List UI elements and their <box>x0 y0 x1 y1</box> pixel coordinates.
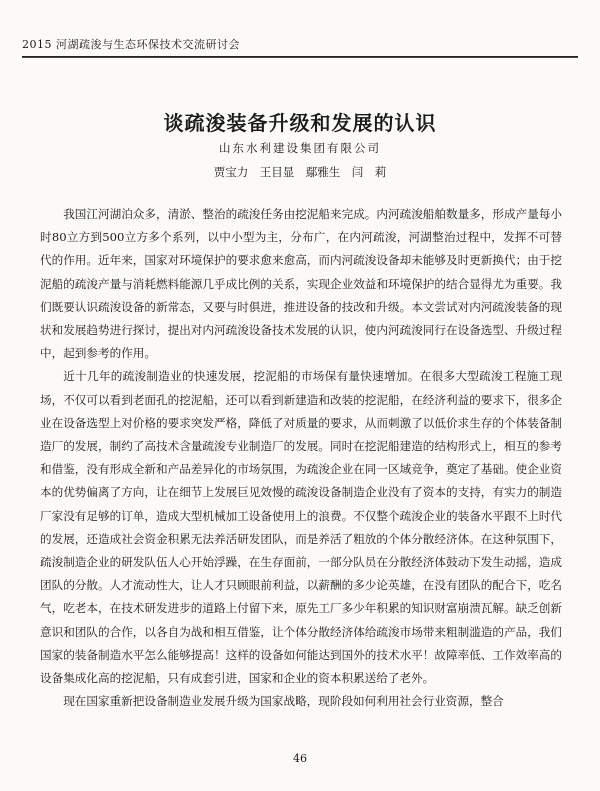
header-divider <box>22 57 578 58</box>
body-paragraph: 近十几年的疏浚制造业的快速发展，挖泥船的市场保有量快速增加。在很多大型疏浚工程施工现场，不仅可以看到老面孔的挖泥船，还可以看到新建造和改装的挖泥船，在经济利益的要求下，很多企业在设备选型上对价格的要求突发严格，降低了对质量的要求，从而刺激了以低价求生存的个体装备制造厂的发展，制约了高技术含量疏浚专业制造厂的发展。同时在挖泥船建造的结构形式上，相互的参考和借鉴，没有形成全新和产品差异化的市场氛围，为疏浚企业在同一区域竞争，奠定了基础。使企业资本的优势偏离了方向，让在细节上发展巨见效慢的疏浚设备制造企业没有了资本的支持，有实力的制造厂家没有足够的订单，造成大型机械加工设备使用上的浪费。不仅整个疏浚企业的装备水平跟不上时代的发展，还造成社会资金积累无法养活研发团队，而是养活了粗放的个体分散经济体。在这种氛围下，疏浚制造企业的研发队伍人心开始浮躁，在生存面前，一部分队员在分散经济体鼓动下发生动摇，造成团队的分散。人才流动性大，让人才只顾眼前利益，以薪酬的多少论英雄，在没有团队的配合下，吃名气，吃老本，在技术研发进步的道路上付留下来，原先工厂多少年积累的知识财富崩溃瓦解。缺乏创新意识和团队的合作，以各自为战和相互借鉴，让个体分散经济体给疏浚市场带来粗制滥造的产品，我们国家的装备制造水平怎么能够提高！这样的设备如何能达到国外的技术水平！故障率低、工作效率高的设备集成化高的挖泥船，只有成套引进，国家和企业的资本积累送给了老外。 <box>40 369 562 686</box>
running-header: 2015 河湖疏浚与生态环保技术交流研讨会 <box>22 36 578 57</box>
article-title: 谈疏浚装备升级和发展的认识 <box>163 111 437 135</box>
author-list: 贾宝力 王目显 鄢雅生 闫 莉 <box>213 165 387 179</box>
abstract-paragraph: 我国江河湖泊众多，清淤、整治的疏浚任务由挖泥船来完成。内河疏浚船舶数量多，形成产量每小时80立方到500立方多个系列，以中小型为主，分布广，在内河疏浚，河湖整治过程中，发挥不可替代的作用。近年来，国家对环境保护的要求愈来愈高，而内河疏浚设备却未能够及时更新换代；由于挖泥船的疏浚产量与消耗燃料能源几乎成比例的关系，实现企业效益和环境保护的结合显得尤为重要。我们既要认识疏浚设备的新常态，又要与时俱进，推进设备的技改和升级。本文尝试对内河疏浚装备的现状和发展趋势进行探讨，提出对内河疏浚设备技术发展的认识，使内河疏浚同行在设备选型、升级过程中，起到参考的作用。 <box>40 207 562 361</box>
body-paragraph: 现在国家重新把设备制造业发展升级为国家战略，现阶段如何利用社会行业资源，整合 <box>63 694 504 709</box>
author-organization: 山东水利建设集团有限公司 <box>219 141 381 155</box>
page-number: 46 <box>293 752 307 765</box>
article-body <box>40 203 562 713</box>
